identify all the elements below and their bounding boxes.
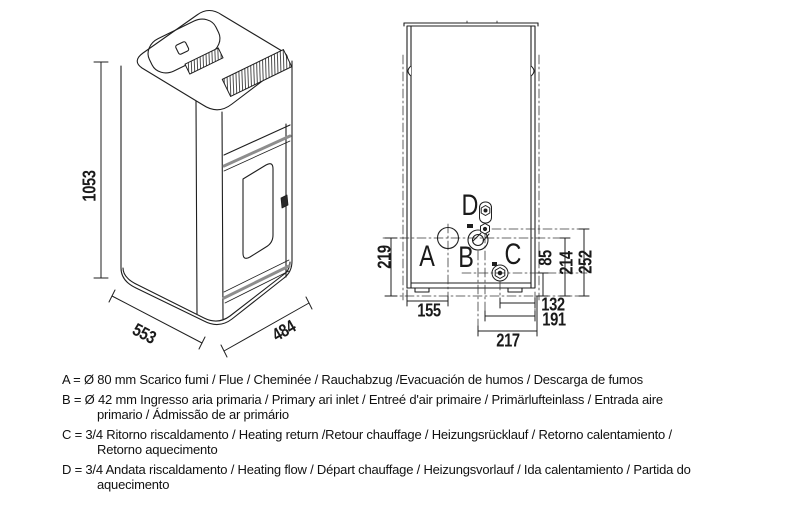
dim-label-width-484: 484	[268, 316, 299, 346]
rear-view-drawing	[383, 21, 589, 336]
legend-entry-b	[62, 392, 738, 423]
dim-label-85: 85	[535, 250, 556, 266]
dim-label-252: 252	[575, 250, 596, 274]
iso-view-drawing	[94, 11, 312, 358]
connection-label-c: C	[504, 238, 522, 271]
legend-entry-d-line2: aquecimento	[97, 477, 170, 492]
legend-entry-c-line2: Retorno aquecimento	[97, 442, 218, 457]
dim-label-214: 214	[556, 251, 577, 275]
legend	[62, 372, 738, 497]
connection-label-b: B	[458, 241, 474, 274]
dim-label-191: 191	[542, 309, 566, 330]
legend-entry-d-line1: D = 3/4 Andata riscaldamento / Heating flow / Départ chauffage / Heizungsvorlauf / Ida calentamiento / Partida do	[62, 461, 691, 477]
legend-entry-b-line2: primario / Ádmissão de ar primário	[97, 407, 289, 422]
legend-entry-d	[62, 462, 738, 493]
dim-label-155: 155	[417, 300, 441, 321]
dim-label-height-1053: 1053	[79, 170, 100, 202]
dim-label-217: 217	[496, 330, 520, 351]
legend-entry-c	[62, 427, 738, 458]
legend-entry-a	[62, 372, 738, 388]
dim-label-depth-553: 553	[129, 319, 160, 348]
legend-entry-a-line1: A = Ø 80 mm Scarico fumi / Flue / Cheminée / Rauchabzug /Evacuación de humos / Descarga de fumos	[62, 372, 643, 387]
connection-label-a: A	[419, 240, 435, 273]
legend-entry-c-line1: C = 3/4 Ritorno riscaldamento / Heating return /Retour chauffage / Heizungsrücklauf / Retorno calentamiento /	[62, 426, 672, 442]
dim-label-132: 132	[541, 294, 565, 315]
legend-entry-b-line1: B = Ø 42 mm Ingresso aria primaria / Primary ari inlet / Entreé d'air primaire / Primärlufteinlass / Entrada aire	[62, 391, 663, 407]
dim-label-219: 219	[374, 245, 395, 269]
connection-label-d: D	[461, 189, 479, 222]
